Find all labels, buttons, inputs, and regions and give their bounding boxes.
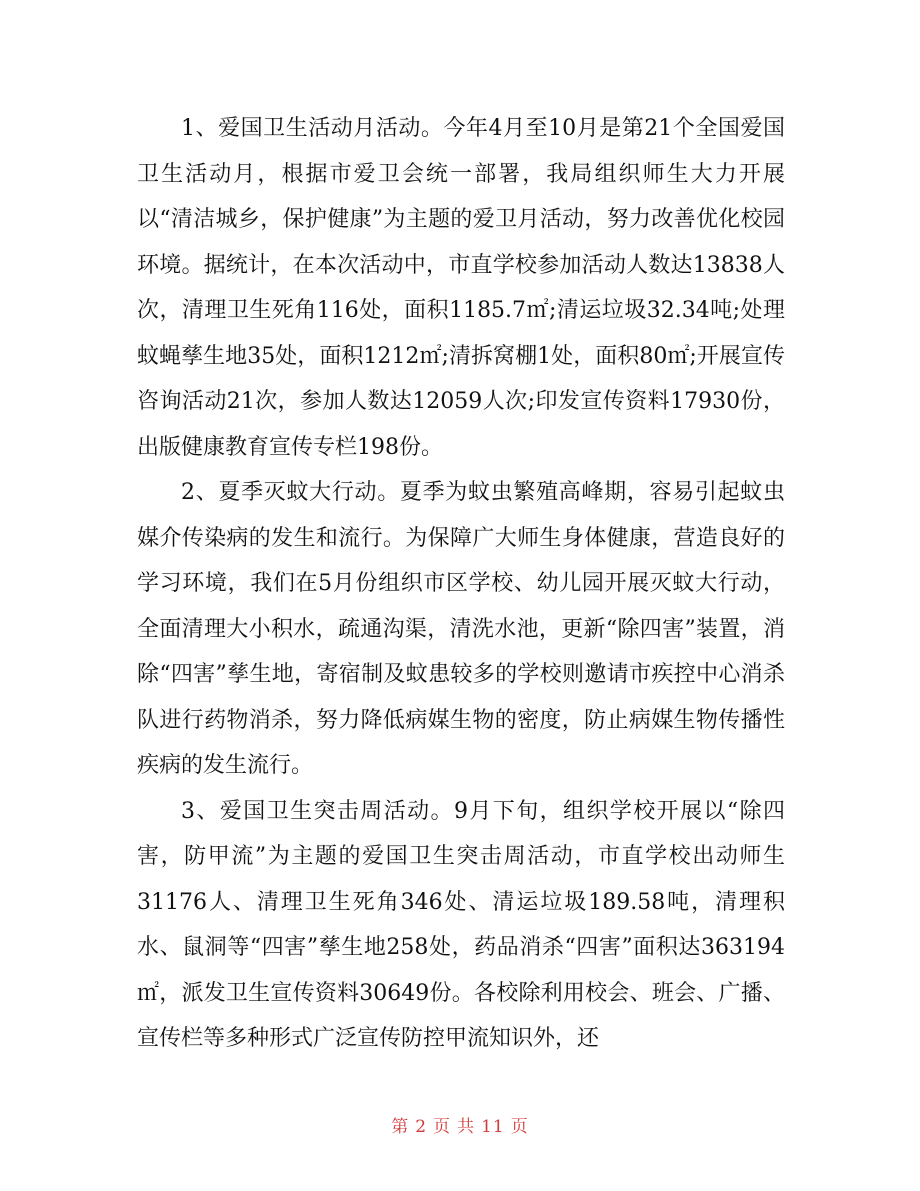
paragraph-1: 1、爱国卫生活动月活动。今年4月至10月是第21个全国爱国卫生活动月，根据市爱卫会统一部署，我局组织师生大力开展以“清洁城乡，保护健康”为主题的爱卫月活动，努力改善优化校园环境。据统计，在本次活动中，市直学校参加活动人数达13838人次，清理卫生死角116处，面积1185.7㎡;清运垃圾32.34吨;处理蚊蝇孳生地35处，面积1212㎡;清拆窝棚1处，面积80㎡;开展宣传咨询活动21次，参加人数达12059人次;印发宣传资料17930份，出版健康教育宣传专栏198份。 <box>137 116 785 460</box>
total-pages-number: 11 <box>481 1117 505 1137</box>
current-page-number: 2 <box>415 1117 428 1137</box>
paragraph-2: 2、夏季灭蚊大行动。夏季为蚊虫繁殖高峰期，容易引起蚊虫媒介传染病的发生和流行。为保障广大师生身体健康，营造良好的学习环境，我们在5月份组织市区学校、幼儿园开展灭蚊大行动，全面清理大小积水，疏通沟渠，清洗水池，更新“除四害”装置，消除“四害”孳生地，寄宿制及蚊患较多的学校则邀请市疾控中心消杀队进行药物消杀，努力降低病媒生物的密度，防止病媒生物传播性疾病的发生流行。 <box>137 480 785 778</box>
footer-total-prefix: 共 <box>457 1117 476 1137</box>
page-footer <box>0 1112 920 1137</box>
paragraph-3: 3、爱国卫生突击周活动。9月下旬，组织学校开展以“除四害，防甲流”为主题的爱国卫生突击周活动，市直学校出动师生31176人、清理卫生死角346处、清运垃圾189.58吨，清理积水、鼠洞等“四害”孳生地258处，药品消杀“四害”面积达363194㎡，派发卫生宣传资料30649份。各校除利用校会、班会、广播、宣传栏等多种形式广泛宣传防控甲流知识外，还 <box>137 798 785 1051</box>
footer-prefix: 第 <box>391 1117 410 1137</box>
footer-page-label: 页 <box>433 1117 452 1137</box>
footer-total-label: 页 <box>510 1117 529 1137</box>
document-body <box>137 106 785 1062</box>
